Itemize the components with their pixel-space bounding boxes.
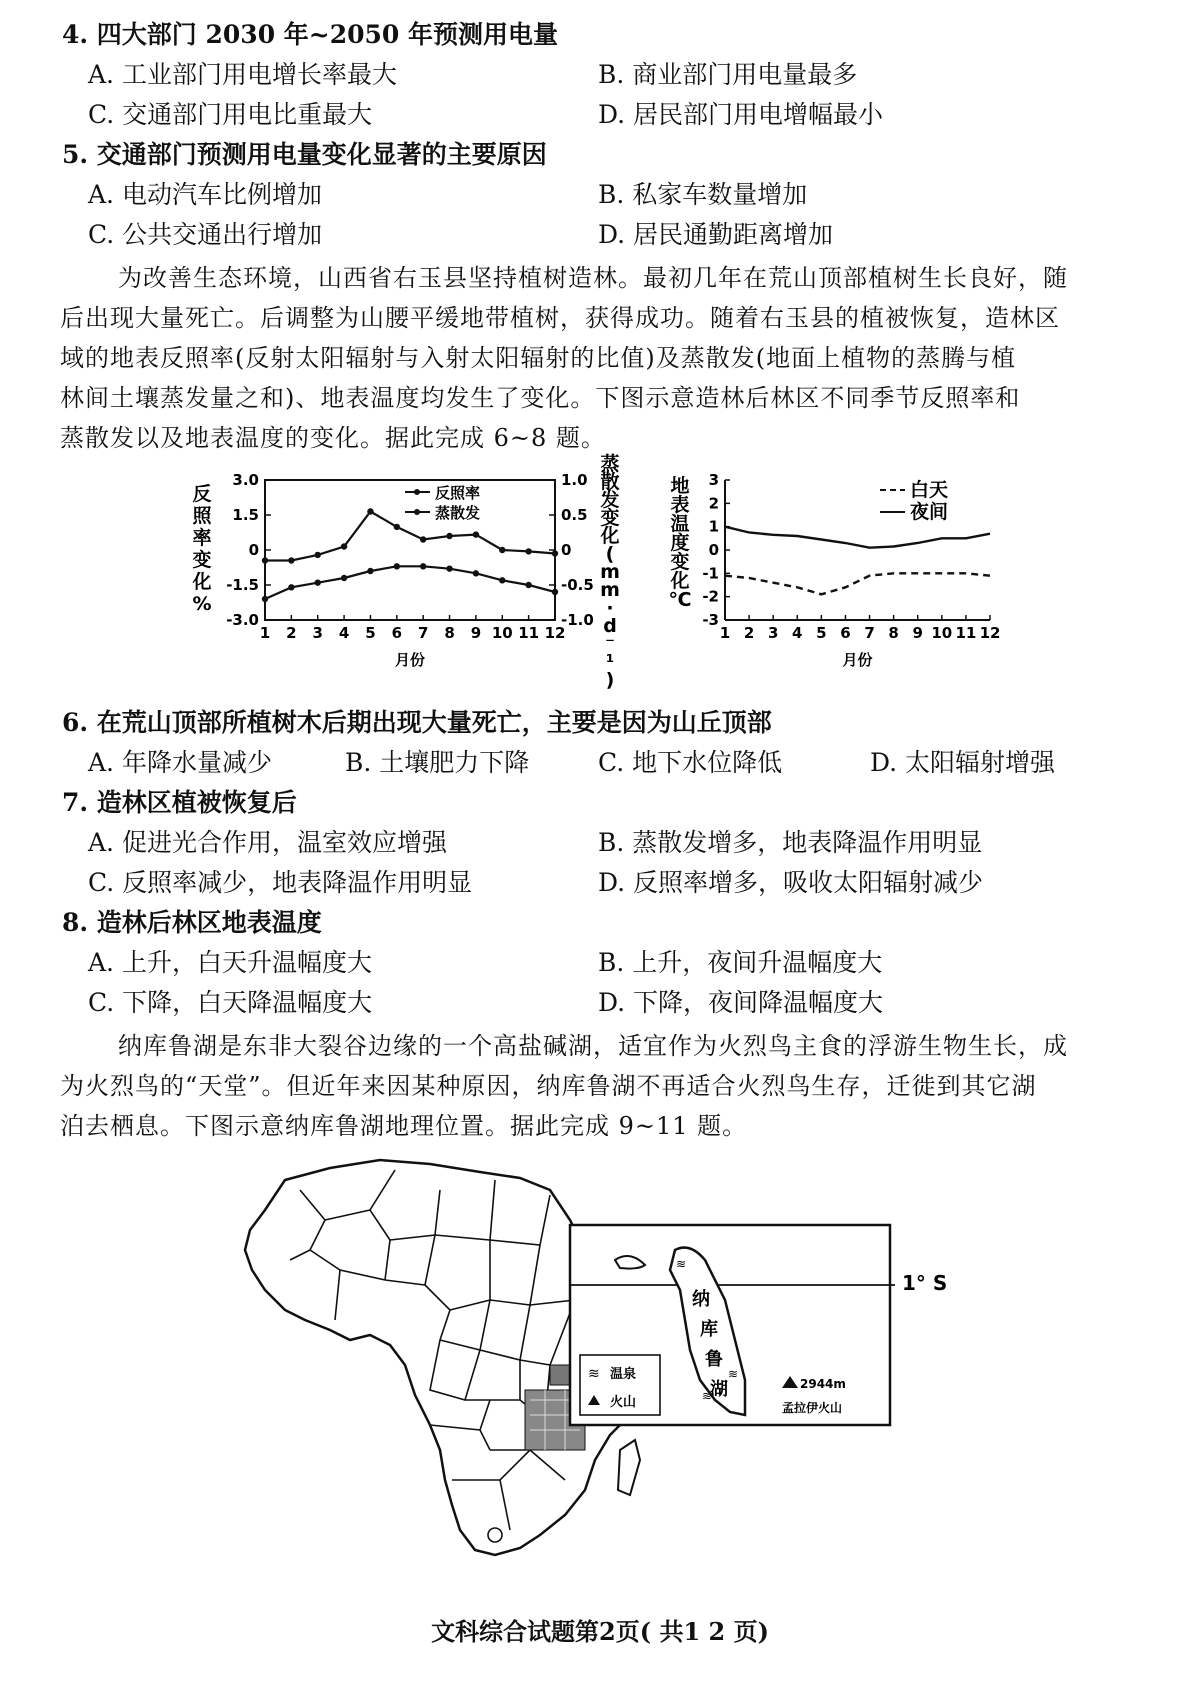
passage-forestation [60, 258, 1140, 458]
y-tick-label: 3 [708, 471, 719, 489]
right-axis-label: m [600, 561, 620, 583]
q8-option-c: C. 下降，白天降温幅度大 [88, 988, 373, 1017]
left-axis-label: 率 [192, 527, 212, 549]
data-point-蒸散发 [315, 552, 321, 558]
x-tick-label: 9 [912, 624, 923, 642]
legend-hot-spring: 温泉 [610, 1367, 637, 1382]
y-axis-label: 变 [670, 551, 690, 573]
hot-spring-icon: ≋ [588, 1366, 600, 1382]
y-tick-label: -1 [702, 564, 719, 583]
legend-marker [414, 509, 420, 515]
q5-option-a: A. 电动汽车比例增加 [88, 180, 322, 209]
q8-option-b: B. 上升，夜间升温幅度大 [598, 948, 883, 977]
data-point-反照率 [394, 563, 400, 569]
x-tick-label: 12 [544, 624, 566, 642]
x-tick-label: 11 [518, 624, 540, 642]
data-point-反照率 [262, 596, 268, 602]
data-point-蒸散发 [262, 557, 268, 563]
left-tick-label: 3.0 [232, 471, 259, 489]
right-axis-label: ) [605, 669, 615, 691]
x-tick-label: 1 [719, 624, 731, 642]
series-line-蒸散发 [265, 512, 555, 561]
x-tick-label: 10 [491, 624, 513, 642]
x-axis-label: 月份 [842, 651, 873, 669]
right-axis-label: · [606, 597, 614, 619]
right-axis-label: 发 [600, 489, 620, 511]
x-tick-label: 8 [888, 624, 899, 642]
legend-marker [414, 489, 420, 495]
passage2-line: 纳库鲁湖是东非大裂谷边缘的一个高盐碱湖，适宜作为火烈鸟主食的浮游生物生长，成 [118, 1032, 1068, 1060]
hot-spring-icon: ≋ [676, 1257, 687, 1271]
lake-label-4: 湖 [710, 1379, 728, 1400]
data-point-蒸散发 [420, 536, 426, 542]
x-tick-label: 10 [931, 624, 953, 642]
right-axis-label: 蒸 [600, 453, 620, 475]
y-tick-label: 1 [708, 517, 719, 536]
surface-temp-chart-svg [660, 470, 1020, 680]
right-axis-label: ( [605, 543, 615, 565]
data-point-反照率 [525, 582, 531, 588]
right-axis-label: 散 [600, 471, 620, 493]
hot-spring-icon: ≋ [728, 1367, 739, 1381]
data-point-反照率 [473, 570, 479, 576]
left-axis-label: 化 [192, 571, 212, 593]
x-tick-label: 1 [259, 624, 271, 642]
y-axis-label: 温 [670, 513, 690, 535]
data-point-反照率 [288, 584, 294, 590]
y-tick-label: 0 [708, 541, 719, 559]
passage-lake-nakuru [60, 1026, 1140, 1146]
lake-label-3: 鲁 [705, 1349, 723, 1370]
left-axis-label: % [192, 593, 212, 615]
q7-stem: 7. 造林区植被恢复后 [62, 788, 297, 817]
y-tick-label: -3 [702, 611, 719, 629]
data-point-蒸散发 [499, 547, 505, 553]
q4-option-d: D. 居民部门用电增幅最小 [598, 100, 884, 129]
data-point-反照率 [315, 579, 321, 585]
q4-option-b: B. 商业部门用电量最多 [598, 60, 858, 89]
right-tick-label: 0.5 [561, 506, 588, 524]
q4-stem: 4. 四大部门 2030 年~2050 年预测用电量 [62, 20, 559, 49]
hot-spring-icon: ≋ [702, 1389, 713, 1403]
right-axis-label: ⁻ [604, 633, 616, 655]
series-line-夜间 [725, 527, 990, 548]
data-point-反照率 [552, 589, 558, 595]
legend-label: 白天 [910, 479, 949, 501]
passage1-line: 蒸散发以及地表温度的变化。据此完成 6~8 题。 [60, 424, 606, 452]
data-point-蒸散发 [288, 557, 294, 563]
left-tick-label: -1.5 [226, 576, 259, 594]
q4-option-c: C. 交通部门用电比重最大 [88, 100, 373, 129]
albedo-evap-chart-svg [180, 453, 630, 691]
right-axis-label: 化 [600, 525, 620, 547]
right-tick-label: -1.0 [561, 611, 594, 629]
q7-option-a: A. 促进光合作用，温室效应增强 [88, 828, 447, 857]
x-tick-label: 9 [470, 624, 482, 642]
x-tick-label: 3 [767, 624, 779, 642]
madagascar [618, 1440, 640, 1495]
right-tick-label: 1.0 [561, 471, 588, 489]
x-tick-label: 8 [444, 624, 455, 642]
right-tick-label: 0 [561, 541, 572, 559]
x-tick-label: 7 [417, 624, 429, 642]
latitude-label: 1° S [902, 1271, 948, 1295]
left-axis-label: 反 [192, 483, 212, 505]
y-tick-label: -2 [702, 587, 719, 606]
x-tick-label: 11 [955, 624, 977, 642]
page-footer: 文科综合试题第2页( 共1 2 页) [431, 1617, 769, 1646]
x-tick-label: 2 [743, 624, 755, 642]
left-axis-label: 照 [192, 505, 212, 527]
legend-volcano: 火山 [610, 1395, 637, 1410]
right-axis-label: 变 [600, 507, 620, 529]
q5-stem: 5. 交通部门预测用电量变化显著的主要原因 [62, 140, 547, 169]
q7-option-b: B. 蒸散发增多，地表降温作用明显 [598, 828, 983, 857]
legend-label: 蒸散发 [435, 504, 481, 522]
albedo-evap-chart [180, 453, 630, 691]
legend-label: 夜间 [910, 501, 949, 523]
data-point-蒸散发 [446, 533, 452, 539]
x-tick-label: 7 [864, 624, 875, 642]
left-tick-label: 1.5 [232, 506, 259, 524]
data-point-反照率 [446, 565, 452, 571]
q8-option-d: D. 下降，夜间降温幅度大 [598, 988, 884, 1017]
volcano-name: 孟拉伊火山 [782, 1401, 843, 1415]
legend-label: 反照率 [435, 484, 481, 502]
q6-option-a: A. 年降水量减少 [88, 748, 272, 777]
left-axis-label: 变 [192, 549, 212, 571]
data-point-反照率 [341, 575, 347, 581]
x-tick-label: 3 [312, 624, 323, 642]
surface-temp-chart [660, 470, 1020, 680]
q7-option-c: C. 反照率减少，地表降温作用明显 [88, 868, 473, 897]
data-point-蒸散发 [367, 508, 373, 514]
series-line-反照率 [265, 566, 555, 599]
right-axis-label: ¹ [605, 651, 615, 673]
data-point-反照率 [499, 577, 505, 583]
x-tick-label: 4 [792, 624, 803, 642]
right-tick-label: -0.5 [561, 576, 594, 594]
data-point-蒸散发 [552, 550, 558, 556]
left-tick-label: 0 [248, 541, 259, 559]
q6-stem: 6. 在荒山顶部所植树木后期出现大量死亡，主要是因为山丘顶部 [62, 708, 772, 737]
map-svg [190, 1150, 1050, 1590]
data-point-蒸散发 [473, 531, 479, 537]
x-tick-label: 6 [840, 624, 851, 642]
data-point-反照率 [367, 568, 373, 574]
data-point-蒸散发 [394, 524, 400, 530]
q8-stem: 8. 造林后林区地表温度 [62, 908, 322, 937]
lake-label-2: 库 [700, 1319, 718, 1340]
y-axis-label: 度 [670, 532, 690, 554]
lesotho [488, 1528, 502, 1542]
right-axis-label: d [603, 615, 617, 637]
q4-option-a: A. 工业部门用电增长率最大 [88, 60, 397, 89]
q5-option-b: B. 私家车数量增加 [598, 180, 808, 209]
y-axis-label: ℃ [668, 589, 692, 611]
x-tick-label: 12 [979, 624, 1001, 642]
nakuru-location-map [190, 1150, 1050, 1590]
q7-option-d: D. 反照率增多，吸收太阳辐射减少 [598, 868, 984, 897]
passage1-line: 域的地表反照率(反射太阳辐射与入射太阳辐射的比值)及蒸散发(地面上植物的蒸腾与植 [60, 344, 1017, 372]
y-axis-label: 化 [670, 570, 690, 592]
q5-option-d: D. 居民通勤距离增加 [598, 220, 834, 249]
q5-option-c: C. 公共交通出行增加 [88, 220, 323, 249]
passage1-line: 林间土壤蒸发量之和)、地表温度均发生了变化。下图示意造林后林区不同季节反照率和 [60, 384, 1021, 412]
series-line-白天 [725, 573, 990, 594]
y-axis-label: 表 [670, 494, 690, 516]
x-tick-label: 5 [365, 624, 376, 642]
x-tick-label: 5 [816, 624, 827, 642]
y-axis-label: 地 [670, 475, 690, 497]
passage1-line: 后出现大量死亡。后调整为山腰平缓地带植树，获得成功。随着右玉县的植被恢复，造林区 [60, 304, 1060, 332]
data-point-蒸散发 [341, 543, 347, 549]
data-point-蒸散发 [525, 548, 531, 554]
q6-option-d: D. 太阳辐射增强 [870, 748, 1056, 777]
volcano-height: 2944m [800, 1377, 846, 1391]
lake-label-1: 纳 [692, 1289, 710, 1310]
right-axis-label: m [600, 579, 620, 601]
x-tick-label: 6 [391, 624, 403, 642]
data-point-反照率 [420, 563, 426, 569]
left-tick-label: -3.0 [226, 611, 259, 629]
q8-option-a: A. 上升，白天升温幅度大 [88, 948, 372, 977]
passage1-line: 为改善生态环境，山西省右玉县坚持植树造林。最初几年在荒山顶部植树生长良好，随 [118, 264, 1068, 292]
q6-option-b: B. 土壤肥力下降 [345, 748, 530, 777]
y-tick-label: 2 [708, 494, 719, 513]
x-tick-label: 2 [286, 624, 297, 642]
passage2-line: 为火烈鸟的“天堂”。但近年来因某种原因，纳库鲁湖不再适合火烈鸟生存，迁徙到其它湖 [60, 1072, 1037, 1100]
passage2-line: 泊去栖息。下图示意纳库鲁湖地理位置。据此完成 9~11 题。 [60, 1112, 748, 1140]
x-axis-label: 月份 [394, 651, 426, 669]
q6-option-c: C. 地下水位降低 [598, 748, 783, 777]
x-tick-label: 4 [338, 624, 350, 642]
